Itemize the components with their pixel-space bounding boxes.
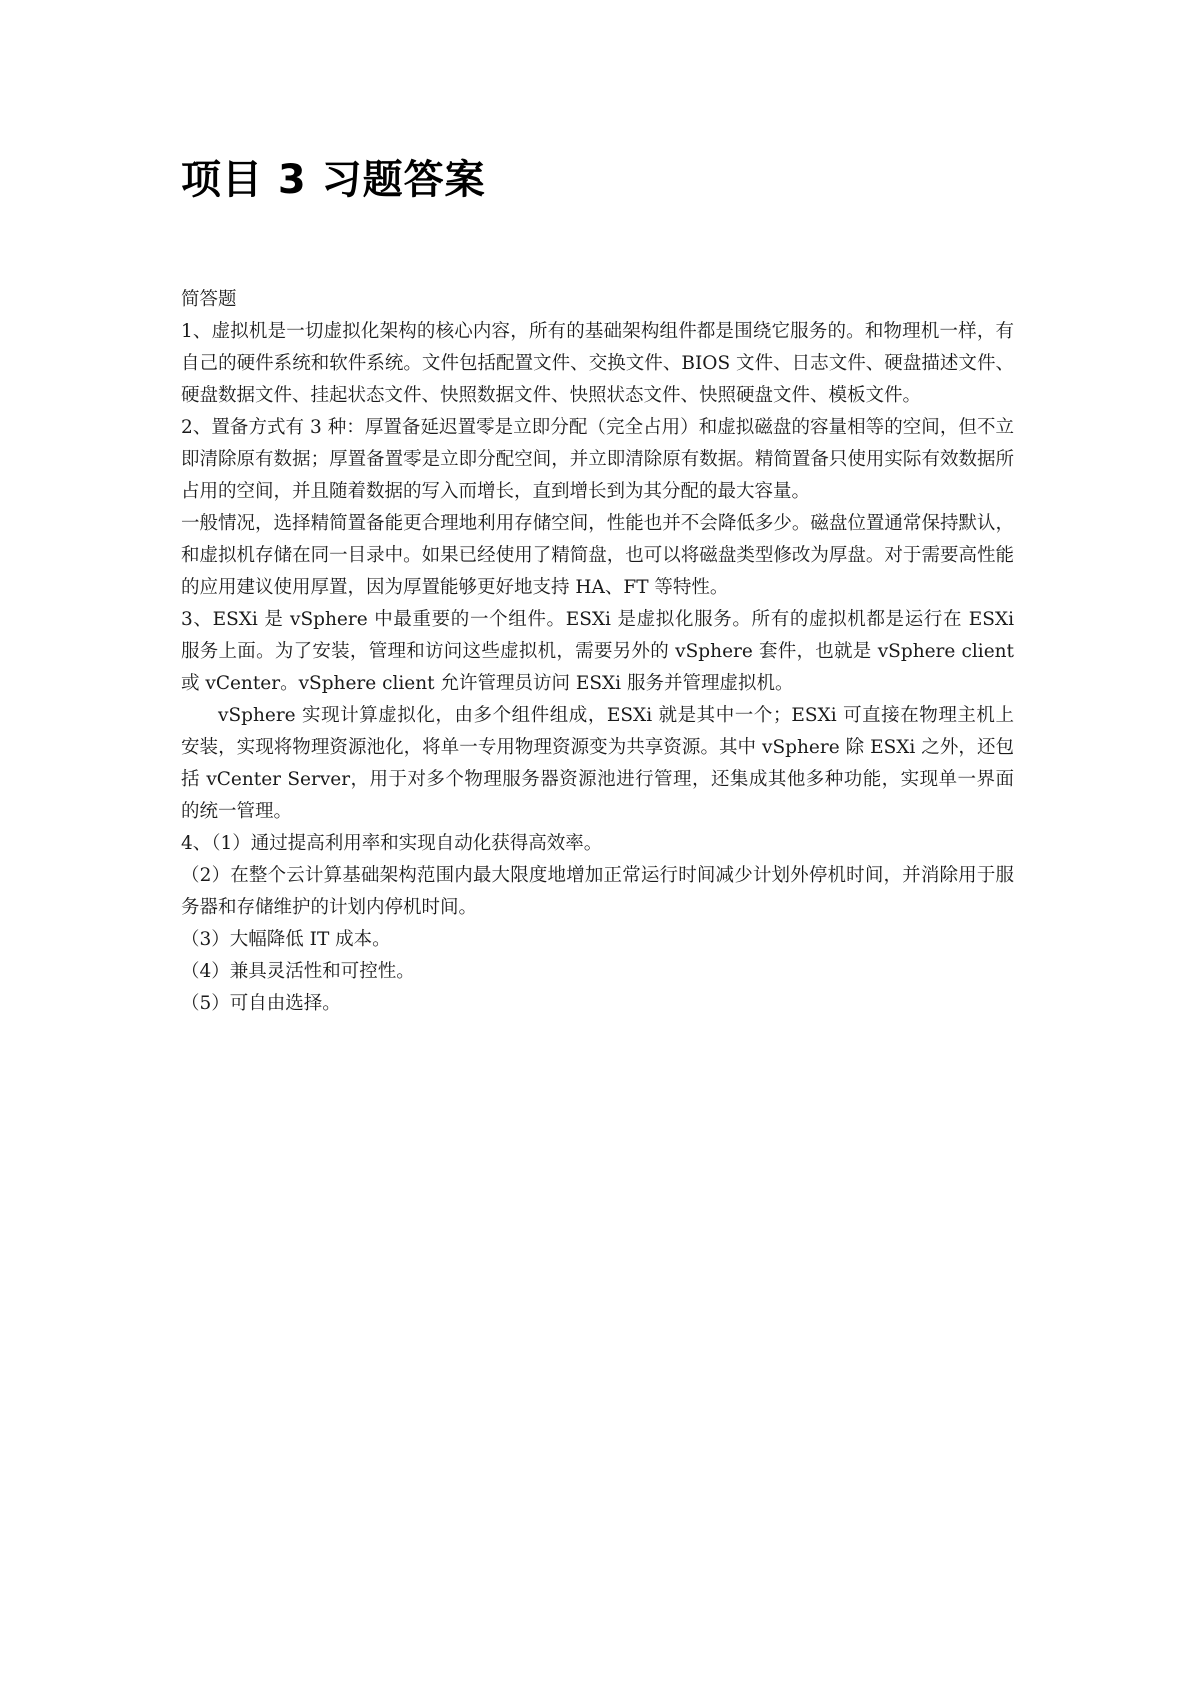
answer-3-continuation-paragraph: vSphere 实现计算虚拟化，由多个组件组成，ESXi 就是其中一个；ESXi 可直接在物理主机上安装，实现将物理资源池化，将单一专用物理资源变为共享资源。其中 vSphere 除 ESXi 之外，还包括 vCenter Server，用于对多个物理服务器资源池进行管理，还集成其他多种功能，实现单一界面的统一管理。 [181,705,1014,822]
answer-1-paragraph: 1、虚拟机是一切虚拟化架构的核心内容，所有的基础架构组件都是围绕它服务的。和物理机一样，有自己的硬件系统和软件系统。文件包括配置文件、交换文件、BIOS 文件、日志文件、硬盘描述文件、硬盘数据文件、挂起状态文件、快照数据文件、快照状态文件、快照硬盘文件、模板文件。 [181,321,1014,406]
answer-4-item-3: （3）大幅降低 IT 成本。 [181,929,391,950]
answer-4-item-1: 4、（1）通过提高利用率和实现自动化获得高效率。 [181,833,603,854]
document-body [181,284,1014,1020]
answer-4-item-2: （2）在整个云计算基础架构范围内最大限度地增加正常运行时间减少计划外停机时间，并消除用于服务器和存储维护的计划内停机时间。 [181,865,1014,918]
document-title: 项目 3 习题答案 [181,157,486,203]
answer-2-continuation-paragraph: 一般情况，选择精简置备能更合理地利用存储空间，性能也并不会降低多少。磁盘位置通常保持默认，和虚拟机存储在同一目录中。如果已经使用了精简盘，也可以将磁盘类型修改为厚盘。对于需要高性能的应用建议使用厚置，因为厚置能够更好地支持 HA、FT 等特性。 [181,513,1014,598]
answer-4-item-4: （4）兼具灵活性和可控性。 [181,961,415,982]
answer-4-item-5: （5）可自由选择。 [181,993,341,1014]
section-heading: 简答题 [181,289,237,310]
answer-2-paragraph: 2、置备方式有 3 种：厚置备延迟置零是立即分配（完全占用）和虚拟磁盘的容量相等的空间，但不立即清除原有数据；厚置备置零是立即分配空间，并立即清除原有数据。精简置备只使用实际有效数据所占用的空间，并且随着数据的写入而增长，直到增长到为其分配的最大容量。 [181,417,1014,502]
answer-3-paragraph: 3、ESXi 是 vSphere 中最重要的一个组件。ESXi 是虚拟化服务。所有的虚拟机都是运行在 ESXi 服务上面。为了安装，管理和访问这些虚拟机，需要另外的 vSphere 套件，也就是 vSphere client 或 vCenter。vSphere client 允许管理员访问 ESXi 服务并管理虚拟机。 [181,609,1014,694]
